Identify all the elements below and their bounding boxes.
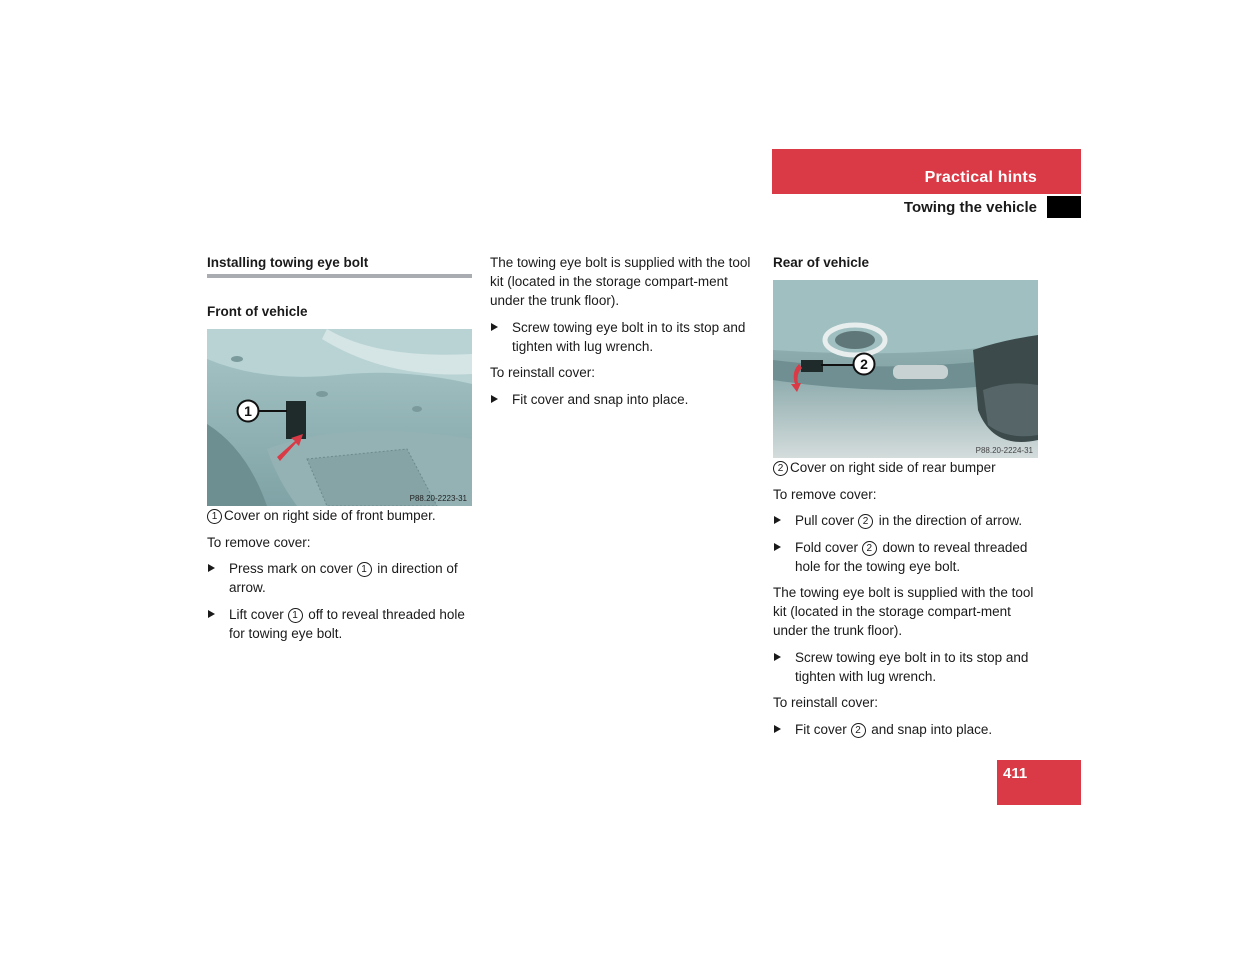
step-text: Press mark on cover (229, 561, 357, 576)
image-code: P88.20-2223-31 (409, 494, 467, 503)
section-title: Practical hints (924, 169, 1037, 186)
marker-2: 2 (862, 541, 877, 556)
caption-rear (773, 458, 1041, 477)
marker-2: 2 (858, 514, 873, 529)
to-remove-label: To remove cover: (207, 534, 311, 550)
step-text: off to reveal threaded hole for towing eye bolt. (229, 606, 465, 641)
page-number: 411 (1003, 765, 1028, 782)
caption-front (207, 506, 472, 525)
step-fold-cover (773, 538, 1041, 576)
rear-bumper-photo (773, 280, 1038, 458)
step-fit-cover (490, 390, 758, 409)
toolkit-note: The towing eye bolt is supplied with the tool kit (located in the storage compart-ment under the trunk floor). (773, 585, 1034, 638)
step-screw-bolt (773, 648, 1041, 686)
marker-1: 1 (357, 562, 372, 577)
front-bumper-photo (207, 329, 472, 506)
step-fit-cover (773, 720, 1041, 739)
step-screw-bolt (490, 318, 758, 356)
section-heading: Installing towing eye bolt (207, 253, 472, 278)
bullet-arrow-icon (208, 564, 215, 572)
step-lift-cover (207, 605, 472, 643)
bullet-arrow-icon (774, 516, 781, 524)
bullet-arrow-icon (208, 610, 215, 618)
caption-text: Cover on right side of front bumper. (224, 508, 436, 523)
step-text: Pull cover (795, 513, 859, 528)
step-text: Fold cover (795, 539, 862, 555)
subsection-marker (1047, 196, 1081, 218)
column-middle (490, 253, 758, 416)
step-text: Lift cover (229, 606, 288, 622)
bullet-arrow-icon (491, 395, 498, 403)
section-header-bar (772, 149, 1081, 194)
bullet-arrow-icon (774, 725, 781, 733)
column-rear (773, 253, 1041, 746)
bullet-arrow-icon (774, 543, 781, 551)
marker-1: 1 (207, 509, 222, 524)
marker-1: 1 (288, 608, 303, 623)
step-text: and snap into place. (867, 721, 993, 737)
marker-2: 2 (851, 723, 866, 738)
bullet-arrow-icon (774, 653, 781, 661)
marker-2: 2 (773, 461, 788, 476)
to-remove-label: To remove cover: (773, 486, 877, 502)
subsection-title: Towing the vehicle (903, 199, 1037, 216)
step-text: in the direction of arrow. (875, 513, 1023, 528)
step-text: in direction of arrow. (229, 561, 458, 595)
step-text: Screw towing eye bolt in to its stop and tighten with lug wrench. (795, 649, 1029, 684)
column-front (207, 253, 472, 650)
step-text: Fit cover and snap into place. (512, 391, 689, 407)
callout-2-label: 2 (860, 356, 868, 372)
caption-text: Cover on right side of rear bumper (790, 460, 996, 475)
image-code: P88.20-2224-31 (975, 446, 1033, 455)
toolkit-note: The towing eye bolt is supplied with the tool kit (located in the storage compart-ment under the trunk floor). (490, 255, 751, 308)
subheading-front: Front of vehicle (207, 304, 308, 319)
step-pull-cover (773, 511, 1041, 530)
step-press-mark (207, 559, 472, 597)
subheading-rear: Rear of vehicle (773, 255, 870, 270)
callout-1-label: 1 (244, 403, 252, 419)
bullet-arrow-icon (491, 323, 498, 331)
step-text: down to reveal threaded hole for the towing eye bolt. (795, 539, 1028, 574)
to-reinstall-label: To reinstall cover: (773, 695, 879, 710)
step-text: Screw towing eye bolt in to its stop and tighten with lug wrench. (512, 319, 746, 354)
to-reinstall-label: To reinstall cover: (490, 365, 596, 380)
page-number-box (997, 760, 1081, 805)
step-text: Fit cover (795, 721, 851, 737)
